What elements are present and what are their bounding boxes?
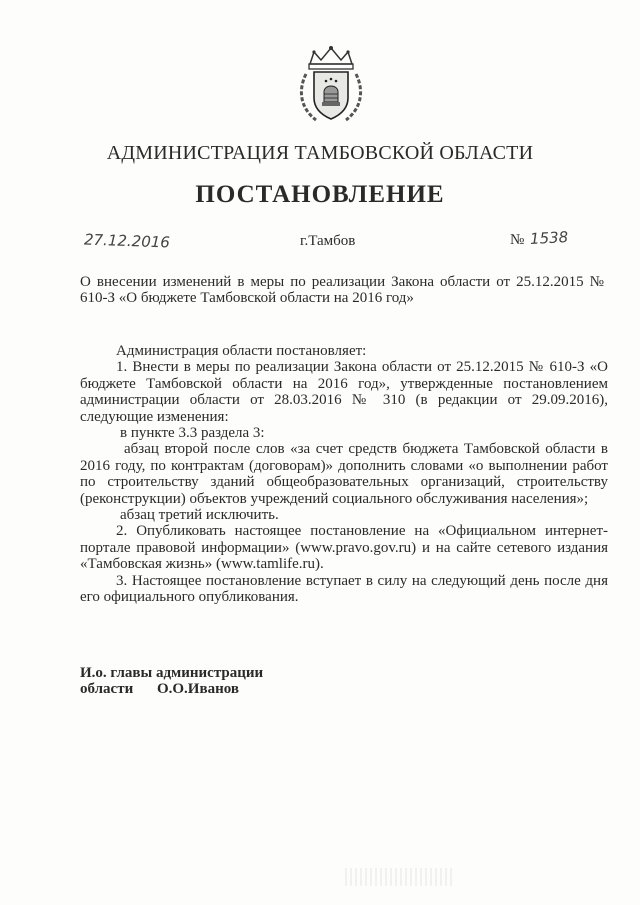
item-3: 3. Настоящее постановление вступает в силу на следующий день после дня его официального опубликования. bbox=[80, 572, 608, 606]
document-date: 27.12.2016 bbox=[83, 230, 171, 252]
document-number: 1538 bbox=[529, 228, 569, 248]
document-type: ПОСТАНОВЛЕНИЕ bbox=[195, 181, 445, 208]
authority-name: АДМИНИСТРАЦИЯ ТАМБОВСКОЙ ОБЛАСТИ bbox=[106, 142, 534, 164]
document-number-prefix: № bbox=[510, 232, 525, 248]
item-1: 1. Внести в меры по реализации Закона области от 25.12.2015 № 610-З «О бюджете Тамбовской области на 2016 год», утвержденные постановлением администрации области от 28.03.2016 № 310 (в редакции от 29.09.2016), следующие изменения: bbox=[80, 359, 608, 425]
tambov-coat-of-arms-icon bbox=[296, 44, 366, 124]
document-body bbox=[80, 343, 608, 606]
document-city: г.Тамбов bbox=[300, 233, 356, 249]
signatory-region: области bbox=[80, 681, 134, 697]
scan-artifact bbox=[345, 868, 455, 886]
item-1-paragraph-3: абзац третий исключить. bbox=[120, 507, 279, 524]
item-2: 2. Опубликовать настоящее постановление на «Официальном интернет-портале правовой информации» (www.pravo.gov.ru) и на сайте сетевого издания «Тамбовская жизнь» (www.tamlife.ru). bbox=[80, 523, 608, 573]
item-1-paragraph-2: абзац второй после слов «за счет средств бюджета Тамбовской области в 2016 году, по контрактам (договорам)» дополнить словами «о выполнении работ по строительству зданий общеобразовательных организаций, строительству (реконструкции) объектов учреждений социального обслуживания населения»; bbox=[80, 441, 608, 507]
document-subject: О внесении изменений в меры по реализации Закона области от 25.12.2015 № 610-З «О бюджете Тамбовской области на 2016 год» bbox=[80, 274, 604, 306]
signatory-name: О.О.Иванов bbox=[156, 681, 239, 697]
preamble: Администрация области постановляет: bbox=[116, 343, 367, 359]
item-1-subsection: в пункте 3.3 раздела 3: bbox=[120, 425, 265, 442]
signatory-title: И.о. главы администрации bbox=[80, 665, 264, 681]
signature-block bbox=[80, 665, 380, 697]
